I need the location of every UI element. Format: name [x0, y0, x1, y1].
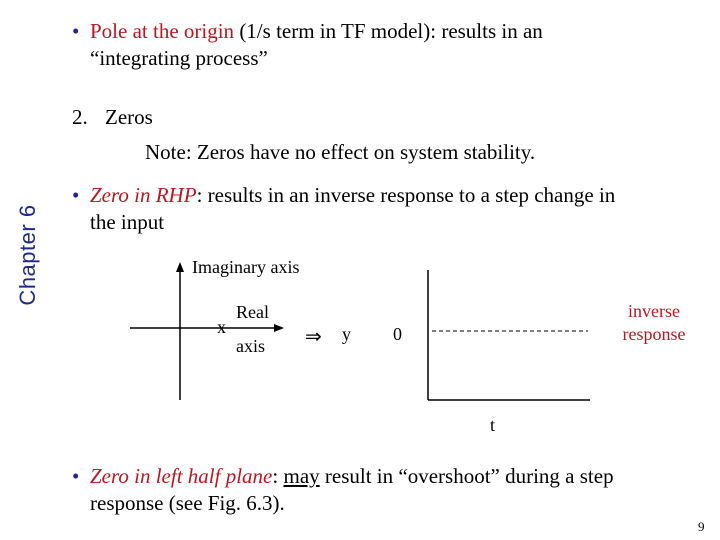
bullet-text: : results in an inverse response to a step change in	[196, 183, 616, 207]
bullet-highlight: Zero in left half plane	[90, 464, 273, 488]
y-label: y	[342, 324, 351, 344]
bullet-text-line2: “integrating process”	[90, 46, 268, 70]
real-axis-label-1: Real	[236, 302, 269, 322]
section-title: Zeros	[105, 105, 153, 129]
bullet-dot: •	[72, 464, 80, 488]
chapter-label: Chapter 6	[15, 204, 40, 306]
bullet-zero-lhp	[72, 463, 712, 523]
bullet-text-line2: the input	[90, 210, 165, 234]
imaginary-axis-label: Imaginary axis	[192, 257, 300, 277]
real-axis-label-2: axis	[236, 336, 265, 356]
inverse-label-1: inverse	[628, 301, 680, 321]
bullet-dot: •	[72, 183, 80, 207]
inverse-label-2: response	[622, 324, 686, 344]
zero-marker: x	[217, 317, 226, 337]
bullet-text: result in “overshoot” during a step	[319, 464, 614, 488]
imaginary-axis-arrowhead	[176, 262, 184, 272]
bullet-underlined-word: may	[283, 464, 320, 488]
bullet-highlight: Pole at the origin	[90, 19, 235, 43]
page-number: 9	[698, 519, 705, 534]
bullet-highlight: Zero in RHP	[90, 183, 197, 207]
bullet-dot: •	[72, 19, 80, 43]
bullet-text-line2: response (see Fig. 6.3).	[90, 491, 285, 515]
real-axis-arrowhead	[274, 324, 284, 332]
t-axis-label: t	[490, 415, 496, 435]
bullet-colon: :	[272, 464, 284, 488]
section-number: 2.	[72, 105, 88, 129]
implies-arrow-icon: ⇒	[305, 324, 322, 348]
zeros-note: Note: Zeros have no effect on system stability.	[145, 140, 536, 164]
bullet-text: (1/s term in TF model): results in an	[234, 19, 543, 43]
zero-label: 0	[393, 324, 402, 344]
